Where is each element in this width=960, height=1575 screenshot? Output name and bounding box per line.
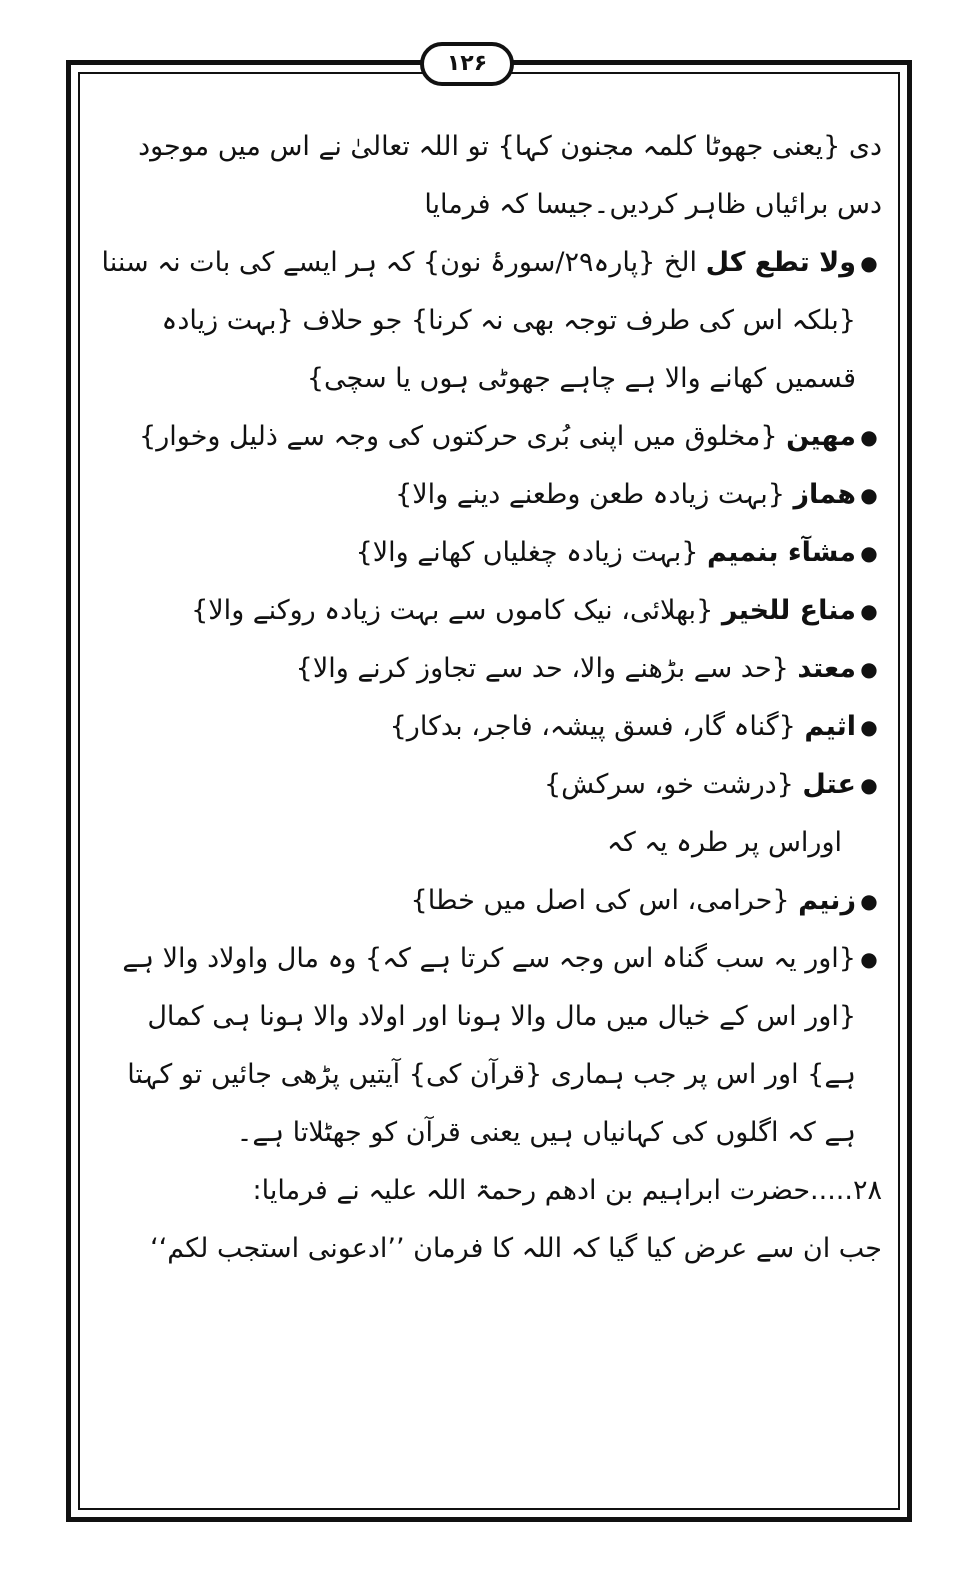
bullet-text: {بھلائی، نیک کاموں سے بہت زیادہ روکنے والا} [191,595,714,626]
interlude-line: اوراس پر طرہ یہ کہ [607,827,842,858]
page-number-badge [420,42,514,86]
bullet-dot-icon: ● [860,483,878,507]
bullet-term: مشآء بنمیم [707,537,856,568]
bullet-text: {حد سے بڑھنے والا، حد سے تجاوز کرنے والا} [295,653,789,684]
bullet-item [92,582,882,640]
bullet-text: {بہت زیادہ طعن وطعنے دینے والا} [395,479,785,510]
item-28-heading: ۲۸.....حضرت ابراہیم بن ادھم رحمۃ اللہ علیہ نے فرمایا: [252,1175,882,1206]
bullet-text: {مخلوق میں اپنی بُری حرکتوں کی وجہ سے ذلیل وخوار} [139,421,778,452]
bullet-text: {اور یہ سب گناہ اس وجہ سے کرتا ہے کہ} وہ مال واولاد والا ہے {اور اس کے خیال میں مال والا ہونا اور اولاد والا ہونا ہی کمال ہے} اور اس پر جب ہماری {قرآن کی} آیتیں پڑھی جائیں تو کہتا ہے کہ اگلوں کی کہانیاں ہیں یعنی قرآن کو جھٹلاتا ہے۔ [122,943,856,1148]
bullet-term: ولا تطع کل [705,247,856,278]
bullet-text: الخ {پارہ۲۹/سورۂ نون} کہ ہر ایسے کی بات نہ سننا {بلکہ اس کی طرف توجہ بھی نہ کرنا} جو حلاف {بہت زیادہ قسمیں کھانے والا ہے چاہے جھوٹی ہوں یا سچی} [101,247,856,394]
bullet-dot-icon: ● [860,657,878,681]
bullet-dot-icon: ● [860,889,878,913]
bullet-text: {درشت خو، سرکش} [543,769,794,800]
bullet-term: عتل [802,769,856,800]
bullet-term: مھین [786,421,856,452]
bullet-item [92,234,882,408]
page-content [92,118,882,1278]
bullet-item [92,698,882,756]
bullet-term: معتد [797,653,856,684]
bullet-dot-icon: ● [860,251,878,275]
bullet-item [92,466,882,524]
bullet-item [92,408,882,466]
bullet-dot-icon: ● [860,947,878,971]
bullet-term: ھماز [793,479,856,510]
bullet-item [92,756,882,814]
intro-paragraph: دی {یعنی جھوٹا کلمہ مجنون کہا} تو اللہ تعالیٰ نے اس میں موجود دس برائیاں ظاہر کردیں۔جیسا کہ فرمایا [138,131,882,220]
bullet-item [92,640,882,698]
bullet-item [92,930,882,1162]
bullet-dot-icon: ● [860,541,878,565]
bullet-item [92,872,882,930]
bullet-text: {حرامی، اس کی اصل میں خطا} [410,885,790,916]
bullet-dot-icon: ● [860,599,878,623]
bullet-text: {گناہ گار، فسق پیشہ، فاجر، بدکار} [389,711,796,742]
bullet-dot-icon: ● [860,425,878,449]
bullet-dot-icon: ● [860,773,878,797]
page-number: ۱۲۶ [446,51,488,76]
final-line: جب ان سے عرض کیا گیا کہ اللہ کا فرمان ’’ادعونی استجب لکم‘‘ [150,1233,882,1264]
bullet-text: {بہت زیادہ چغلیاں کھانے والا} [355,537,699,568]
bullet-term: اثیم [804,711,856,742]
bullet-dot-icon: ● [860,715,878,739]
bullet-term: مناع للخیر [721,595,856,626]
bullet-item [92,524,882,582]
bullet-term: زنیم [798,885,856,916]
